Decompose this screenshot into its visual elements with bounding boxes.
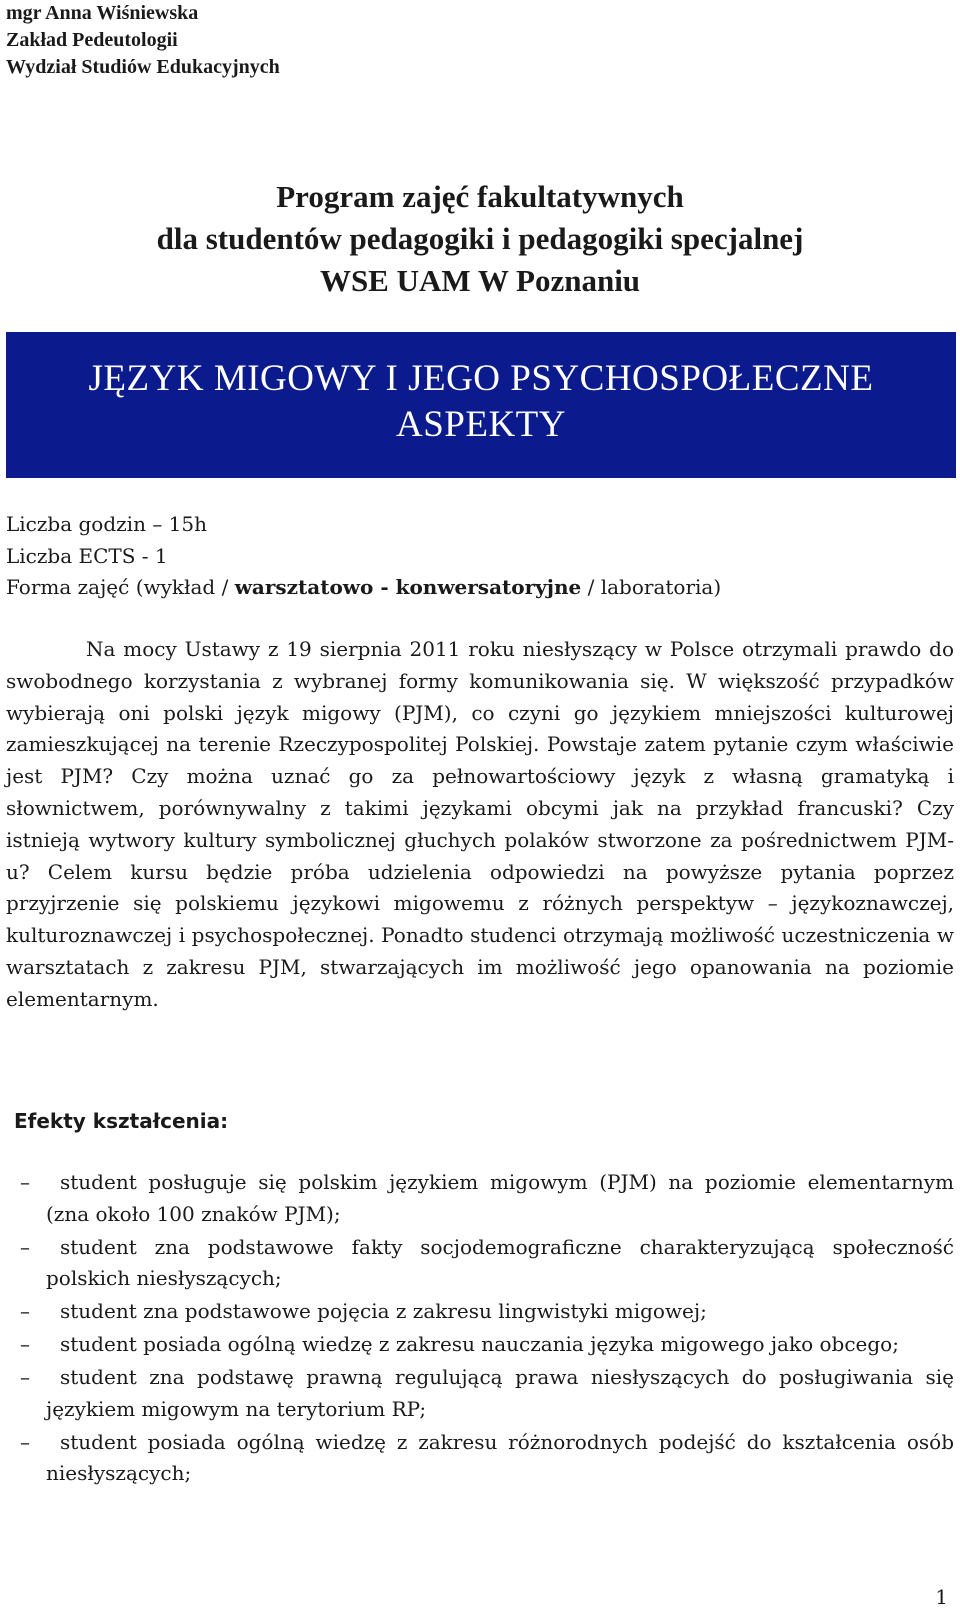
course-meta — [6, 509, 721, 604]
course-form — [6, 572, 721, 604]
author-block — [6, 0, 280, 81]
list-item — [20, 1296, 954, 1328]
list-item-text: student posiada ogólną wiedzę z zakresu nauczania języka migowego jako obcego; — [60, 1332, 899, 1356]
author-name: mgr Anna Wiśniewska — [6, 2, 199, 24]
bullet-dash: – — [20, 1170, 30, 1194]
list-item — [20, 1232, 954, 1295]
program-title-line-3: WSE UAM W Poznaniu — [319, 263, 641, 298]
list-item — [20, 1329, 954, 1361]
bullet-dash: – — [20, 1332, 30, 1356]
list-item-text: student zna podstawę prawną regulującą prawa niesłyszących do posługiwania się językiem migowym na terytorium RP; — [46, 1365, 954, 1421]
author-faculty: Wydział Studiów Edukacyjnych — [6, 56, 280, 78]
author-department: Zakład Pedeutologii — [6, 29, 178, 51]
course-title-line-2: ASPEKTY — [395, 404, 567, 445]
bullet-dash: – — [20, 1365, 30, 1389]
program-title-line-1: Program zajęć fakultatywnych — [276, 179, 684, 214]
list-item — [20, 1362, 954, 1425]
effects-heading: Efekty kształcenia: — [14, 1109, 229, 1133]
course-ects: Liczba ECTS - 1 — [6, 543, 168, 568]
course-title-line-1: JĘZYK MIGOWY I JEGO PSYCHOSPOŁECZNE — [88, 358, 874, 399]
course-title-banner — [6, 332, 956, 478]
list-item-text: student zna podstawowe fakty socjodemograficzne charakteryzującą społeczność polskich niesłyszących; — [46, 1234, 954, 1290]
course-hours: Liczba godzin – 15h — [6, 512, 208, 536]
list-item — [20, 1427, 954, 1490]
list-item-text: student posiada ogólną wiedzę z zakresu różnorodnych podejść do kształcenia osób niesłyszących; — [46, 1429, 954, 1485]
course-form-prefix: Forma zajęć (wykład / — [6, 575, 235, 599]
course-description: Na mocy Ustawy z 19 sierpnia 2011 roku niesłyszący w Polsce otrzymali prawdo do swobodnego korzystania z wybranej formy komunikowania się. W większość przypadków wybierają oni polski język migowy (PJM), co czyni go językiem mniejszości kulturowej zamieszkującej na terenie Rzeczypospolitej Polskiej. Powstaje zatem pytanie czym właściwie jest PJM? Czy można uznać go za pełnowartościowy język z własną gramatyką i słownictwem, porównywalny z takimi językami obcymi jak na przykład francuski? Czy istnieją wytwory kultury symbolicznej głuchych polaków stworzone za pośrednictwem PJM-u? Celem kursu będzie próba udzielenia odpowiedzi na powyższe pytania poprzez przyjrzenie się polskiemu językowi migowemu z różnych perspektyw – językoznawczej, kulturoznawczej i psychospołecznej. Ponadto studenci otrzymają możliwość uczestniczenia w warsztatach z zakresu PJM, stwarzających im możliwość jego opanowania na poziomie elementarnym. — [6, 637, 954, 1011]
list-item-text: student posługuje się polskim językiem migowym (PJM) na poziomie elementarnym (zna około 100 znaków PJM); — [46, 1170, 954, 1226]
list-item — [20, 1167, 954, 1230]
program-title — [0, 176, 960, 302]
course-form-selected: warsztatowo - konwersatoryjne — [234, 575, 582, 599]
course-form-suffix: / laboratoria) — [581, 575, 722, 599]
list-item-text: student zna podstawowe pojęcia z zakresu lingwistyki migowej; — [60, 1299, 707, 1323]
bullet-dash: – — [20, 1429, 30, 1454]
page-number: 1 — [935, 1585, 948, 1609]
bullet-dash: – — [20, 1234, 30, 1259]
program-title-line-2: dla studentów pedagogiki i pedagogiki specjalnej — [156, 221, 804, 256]
effects-list — [20, 1167, 954, 1491]
bullet-dash: – — [20, 1299, 30, 1323]
